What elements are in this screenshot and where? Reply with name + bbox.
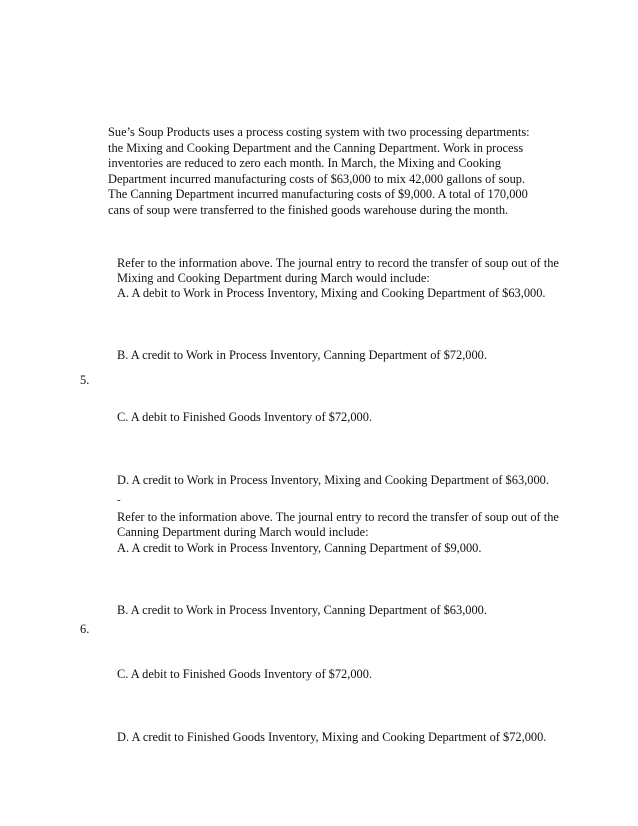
passage-line: cans of soup were transferred to the finished goods warehouse during the month. — [108, 202, 509, 217]
passage-line: Department incurred manufacturing costs of $63,000 to mix 42,000 gallons of soup. — [108, 171, 526, 186]
question-5-option-c: C. A debit to Finished Goods Inventory of $72,000. — [117, 410, 373, 424]
question-6-stem-line: Canning Department during March would include: — [117, 525, 369, 539]
problem-passage — [108, 125, 548, 219]
question-5-option-d: D. A credit to Work in Process Inventory, Mixing and Cooking Department of $63,000. — [117, 473, 549, 487]
question-5-option-b: B. A credit to Work in Process Inventory, Canning Department of $72,000. — [117, 348, 487, 362]
passage-line: Sue’s Soup Products uses a process costing system with two processing departments: — [108, 125, 530, 139]
question-separator: - — [117, 494, 121, 506]
question-6-number: 6. — [80, 622, 90, 636]
question-5-option-a: A. A debit to Work in Process Inventory, Mixing and Cooking Department of $63,000. — [117, 286, 546, 300]
question-6-option-c: C. A debit to Finished Goods Inventory of $72,000. — [117, 667, 373, 681]
question-6-option-a: A. A credit to Work in Process Inventory, Canning Department of $9,000. — [117, 541, 482, 555]
question-6-option-d: D. A credit to Finished Goods Inventory, Mixing and Cooking Department of $72,000. — [117, 730, 547, 744]
passage-line: the Mixing and Cooking Department and the Canning Department. Work in process — [108, 140, 524, 155]
question-6-stem-line: Refer to the information above. The journal entry to record the transfer of soup out of the — [117, 510, 559, 524]
passage-line: inventories are reduced to zero each month. In March, the Mixing and Cooking — [108, 156, 501, 171]
question-5-stem-line: Mixing and Cooking Department during March would include: — [117, 271, 430, 285]
question-5-number: 5. — [80, 373, 90, 387]
question-5-stem-line: Refer to the information above. The journal entry to record the transfer of soup out of the — [117, 256, 559, 270]
question-6-option-b: B. A credit to Work in Process Inventory, Canning Department of $63,000. — [117, 603, 487, 617]
passage-line: The Canning Department incurred manufacturing costs of $9,000. A total of 170,000 — [108, 187, 528, 202]
